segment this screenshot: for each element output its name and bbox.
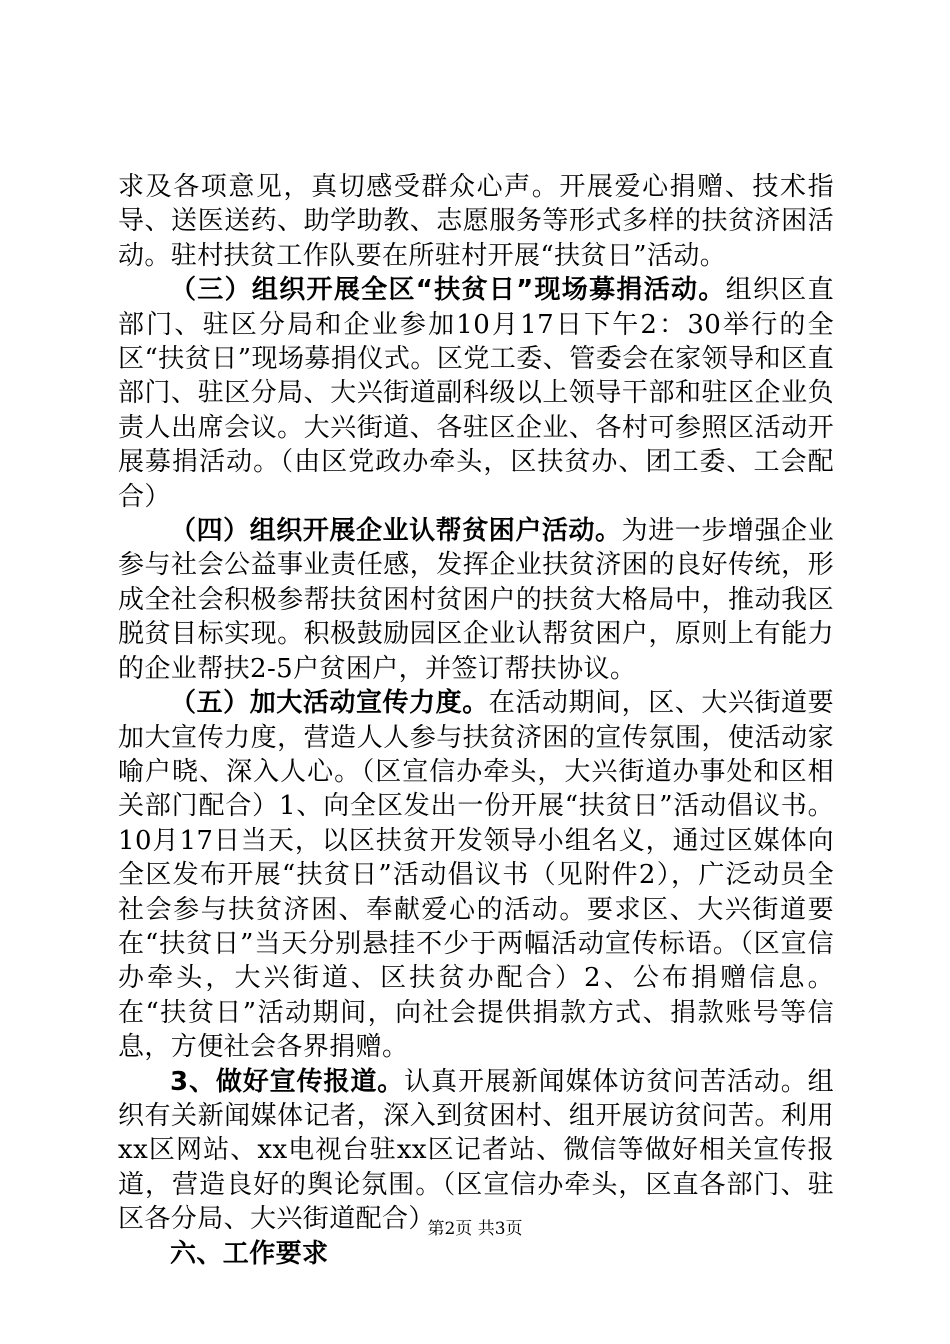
paragraph-text: 求及各项意见，真切感受群众心声。开展爱心捐赠、技术指导、送医送药、助学助教、志愿服务等形式多样的扶贫济困活动。驻村扶贫工作队要在所驻村开展“扶贫日”活动。 — [118, 172, 834, 271]
paragraph-text: 在活动期间，区、大兴街道要加大宣传力度，营造人人参与扶贫济困的宣传氛围，使活动家喻户晓、深入人心。（区宣信办牵头，大兴街道办事处和区相关部门配合）1、向全区发出一份开展“扶贫日”活动倡议书。10月17日当天，以区扶贫开发领导小组名义，通过区媒体向全区发布开展“扶贫日”活动倡议书（见附件2），广泛动员全社会参与扶贫济困、奉献爱心的活动。要求区、大兴街道要在“扶贫日”当天分别悬挂不少于两幅活动宣传标语。（区宣信办牵头，大兴街道、区扶贫办配合）2、公布捐赠信息。在“扶贫日”活动期间，向社会提供捐款方式、捐款账号等信息，方便社会各界捐赠。 — [118, 688, 834, 1063]
paragraph-continuation — [118, 170, 834, 273]
paragraph-text: 认真开展新闻媒体访贫问苦活动。组织有关新闻媒体记者，深入到贫困村、组开展访贫问苦。利用xx区网站、xx电视台驻xx区记者站、微信等做好相关宣传报道，营造良好的舆论氛围。（区宣信办牵头，区直各部门、驻区各分局、大兴街道配合） — [118, 1066, 834, 1235]
paragraph-lead: （四）组织开展企业认帮贫困户活动。 — [170, 516, 622, 547]
paragraph-media-reporting — [118, 1065, 834, 1237]
paragraph-lead: 3、做好宣传报道。 — [170, 1066, 405, 1097]
page-number-footer: 第2页 共3页 — [427, 1219, 523, 1239]
paragraph-fundraising — [118, 273, 834, 514]
paragraph-lead: （五）加大活动宣传力度。 — [170, 688, 489, 719]
paragraph-text: 组织区直部门、驻区分局和企业参加10月17日下午2：30举行的全区“扶贫日”现场募捐仪式。区党工委、管委会在家领导和区直部门、驻区分局、大兴街道副科级以上领导干部和驻区企业负责人出席会议。大兴街道、各驻区企业、各村可参照区活动开展募捐活动。（由区党政办牵头，区扶贫办、团工委、工会配合） — [118, 275, 834, 512]
section-heading: 六、工作要求 — [170, 1238, 329, 1269]
paragraph-lead: （三）组织开展全区“扶贫日”现场募捐活动。 — [170, 275, 726, 306]
document-body — [118, 170, 834, 1271]
paragraph-enterprise-aid — [118, 514, 834, 686]
paragraph-text: 为进一步增强企业参与社会公益事业责任感，发挥企业扶贫济困的良好传统，形成全社会积极参帮扶贫困村贫困户的扶贫大格局中，推动我区脱贫目标实现。积极鼓励园区企业认帮贫困户，原则上有能力的企业帮扶2-5户贫困户，并签订帮扶协议。 — [118, 516, 834, 684]
paragraph-publicity — [118, 686, 834, 1064]
